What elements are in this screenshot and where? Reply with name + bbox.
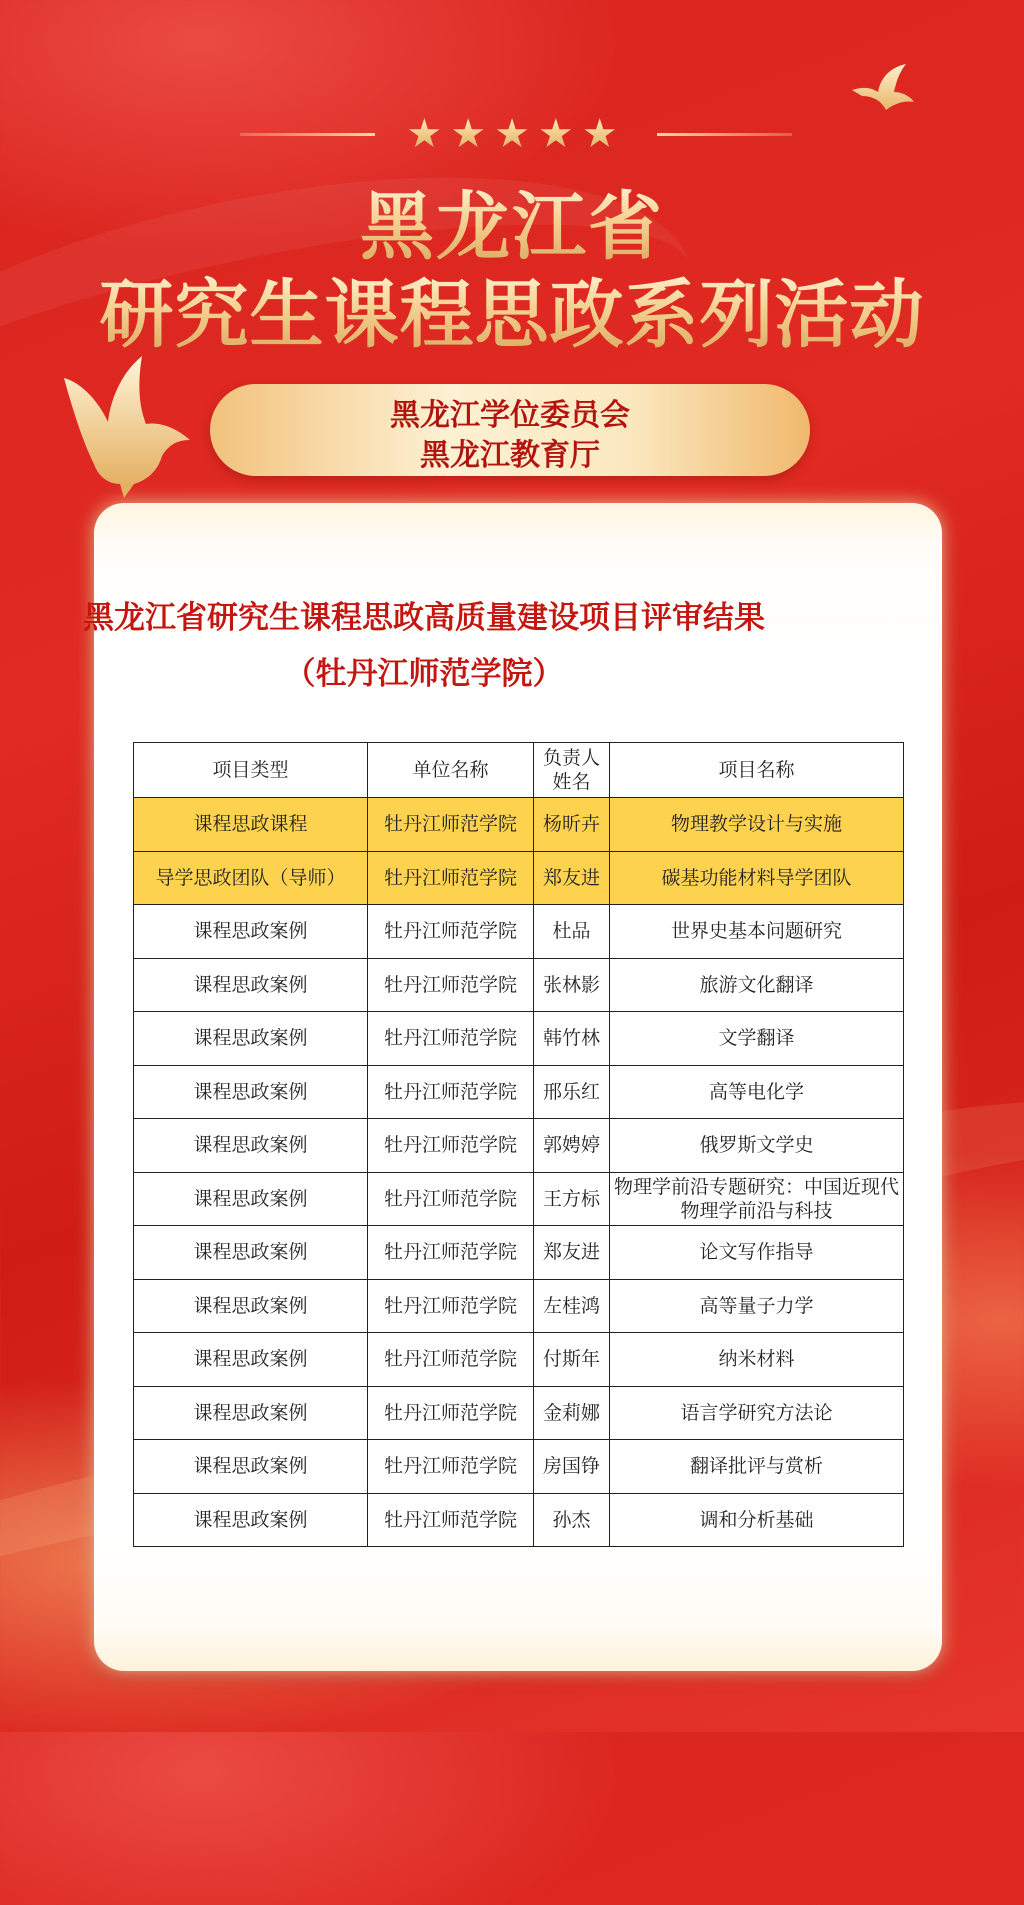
- table-row: [134, 1012, 904, 1066]
- cell-project-name: 文学翻译: [610, 1012, 904, 1066]
- organizer-banner: [210, 384, 810, 476]
- cell-project-type: 课程思政案例: [134, 1012, 368, 1066]
- organizer-name: 黑龙江教育厅: [420, 438, 600, 473]
- cell-person-name: 杜品: [534, 905, 610, 959]
- table-row: [134, 1333, 904, 1387]
- column-header-type: 项目类型: [134, 743, 368, 798]
- column-header-person: 负责人姓名: [534, 743, 610, 798]
- cell-project-name: 物理教学设计与实施: [610, 798, 904, 852]
- cell-project-type: 课程思政案例: [134, 1065, 368, 1119]
- table-row: [134, 958, 904, 1012]
- cell-person-name: 金莉娜: [534, 1386, 610, 1440]
- star-icon: ★★★★★: [390, 112, 642, 156]
- column-header-unit: 单位名称: [368, 743, 534, 798]
- card-title: 黑龙江省研究生课程思政高质量建设项目评审结果: [83, 600, 765, 636]
- results-table: [133, 742, 904, 1547]
- cell-project-name: 调和分析基础: [610, 1493, 904, 1547]
- table-row: [134, 1386, 904, 1440]
- stars-divider: [240, 111, 792, 157]
- cell-project-name: 高等电化学: [610, 1065, 904, 1119]
- table-row: [134, 1226, 904, 1280]
- cell-unit-name: 牡丹江师范学院: [368, 1279, 534, 1333]
- cell-project-type: 课程思政案例: [134, 958, 368, 1012]
- column-header-project: 项目名称: [610, 743, 904, 798]
- cell-unit-name: 牡丹江师范学院: [368, 1333, 534, 1387]
- table-row: [134, 798, 904, 852]
- cell-project-name: 高等量子力学: [610, 1279, 904, 1333]
- table-row: [134, 1065, 904, 1119]
- cell-project-type: 课程思政案例: [134, 1493, 368, 1547]
- cell-project-name: 旅游文化翻译: [610, 958, 904, 1012]
- divider-line: [240, 133, 375, 136]
- cell-project-name: 纳米材料: [610, 1333, 904, 1387]
- table-row: [134, 1172, 904, 1226]
- cell-person-name: 郭娉婷: [534, 1119, 610, 1173]
- dove-icon: [58, 352, 198, 502]
- cell-unit-name: 牡丹江师范学院: [368, 905, 534, 959]
- table-row: [134, 1493, 904, 1547]
- cell-unit-name: 牡丹江师范学院: [368, 798, 534, 852]
- cell-project-type: 课程思政案例: [134, 1172, 368, 1226]
- cell-person-name: 邢乐红: [534, 1065, 610, 1119]
- cell-project-type: 课程思政案例: [134, 1226, 368, 1280]
- organizer-name: 黑龙江学位委员会: [390, 398, 630, 433]
- cell-unit-name: 牡丹江师范学院: [368, 851, 534, 905]
- table-row: [134, 1440, 904, 1494]
- dove-icon: [850, 62, 916, 112]
- card-subtitle: （牡丹江师范学院）: [284, 656, 564, 692]
- cell-project-type: 课程思政案例: [134, 1440, 368, 1494]
- cell-unit-name: 牡丹江师范学院: [368, 1172, 534, 1226]
- cell-project-name: 论文写作指导: [610, 1226, 904, 1280]
- cell-unit-name: 牡丹江师范学院: [368, 1226, 534, 1280]
- cell-project-type: 课程思政案例: [134, 1279, 368, 1333]
- cell-unit-name: 牡丹江师范学院: [368, 1119, 534, 1173]
- cell-unit-name: 牡丹江师范学院: [368, 1386, 534, 1440]
- table-row: [134, 905, 904, 959]
- table-row: [134, 1119, 904, 1173]
- page-title-line2: 研究生课程思政系列活动: [0, 270, 1024, 360]
- cell-person-name: 郑友进: [534, 1226, 610, 1280]
- cell-person-name: 左桂鸿: [534, 1279, 610, 1333]
- cell-person-name: 孙杰: [534, 1493, 610, 1547]
- cell-person-name: 郑友进: [534, 851, 610, 905]
- cell-person-name: 付斯年: [534, 1333, 610, 1387]
- cell-project-type: 导学思政团队（导师）: [134, 851, 368, 905]
- page-title-line1: 黑龙江省: [0, 182, 1024, 272]
- cell-project-name: 俄罗斯文学史: [610, 1119, 904, 1173]
- cell-project-type: 课程思政案例: [134, 1386, 368, 1440]
- cell-project-type: 课程思政案例: [134, 1333, 368, 1387]
- cell-project-name: 物理学前沿专题研究：中国近现代物理学前沿与科技: [610, 1172, 904, 1226]
- cell-unit-name: 牡丹江师范学院: [368, 1493, 534, 1547]
- cell-project-type: 课程思政案例: [134, 1119, 368, 1173]
- cell-person-name: 杨昕卉: [534, 798, 610, 852]
- cell-person-name: 张林影: [534, 958, 610, 1012]
- cell-person-name: 韩竹林: [534, 1012, 610, 1066]
- table-header-row: [134, 743, 904, 798]
- cell-project-name: 世界史基本问题研究: [610, 905, 904, 959]
- cell-project-name: 碳基功能材料导学团队: [610, 851, 904, 905]
- cell-unit-name: 牡丹江师范学院: [368, 1440, 534, 1494]
- table-row: [134, 851, 904, 905]
- cell-project-type: 课程思政案例: [134, 905, 368, 959]
- cell-project-name: 语言学研究方法论: [610, 1386, 904, 1440]
- cell-unit-name: 牡丹江师范学院: [368, 1012, 534, 1066]
- cell-unit-name: 牡丹江师范学院: [368, 958, 534, 1012]
- cell-person-name: 王方标: [534, 1172, 610, 1226]
- cell-unit-name: 牡丹江师范学院: [368, 1065, 534, 1119]
- divider-line: [657, 133, 792, 136]
- cell-person-name: 房国铮: [534, 1440, 610, 1494]
- table-row: [134, 1279, 904, 1333]
- cell-project-name: 翻译批评与赏析: [610, 1440, 904, 1494]
- cell-project-type: 课程思政课程: [134, 798, 368, 852]
